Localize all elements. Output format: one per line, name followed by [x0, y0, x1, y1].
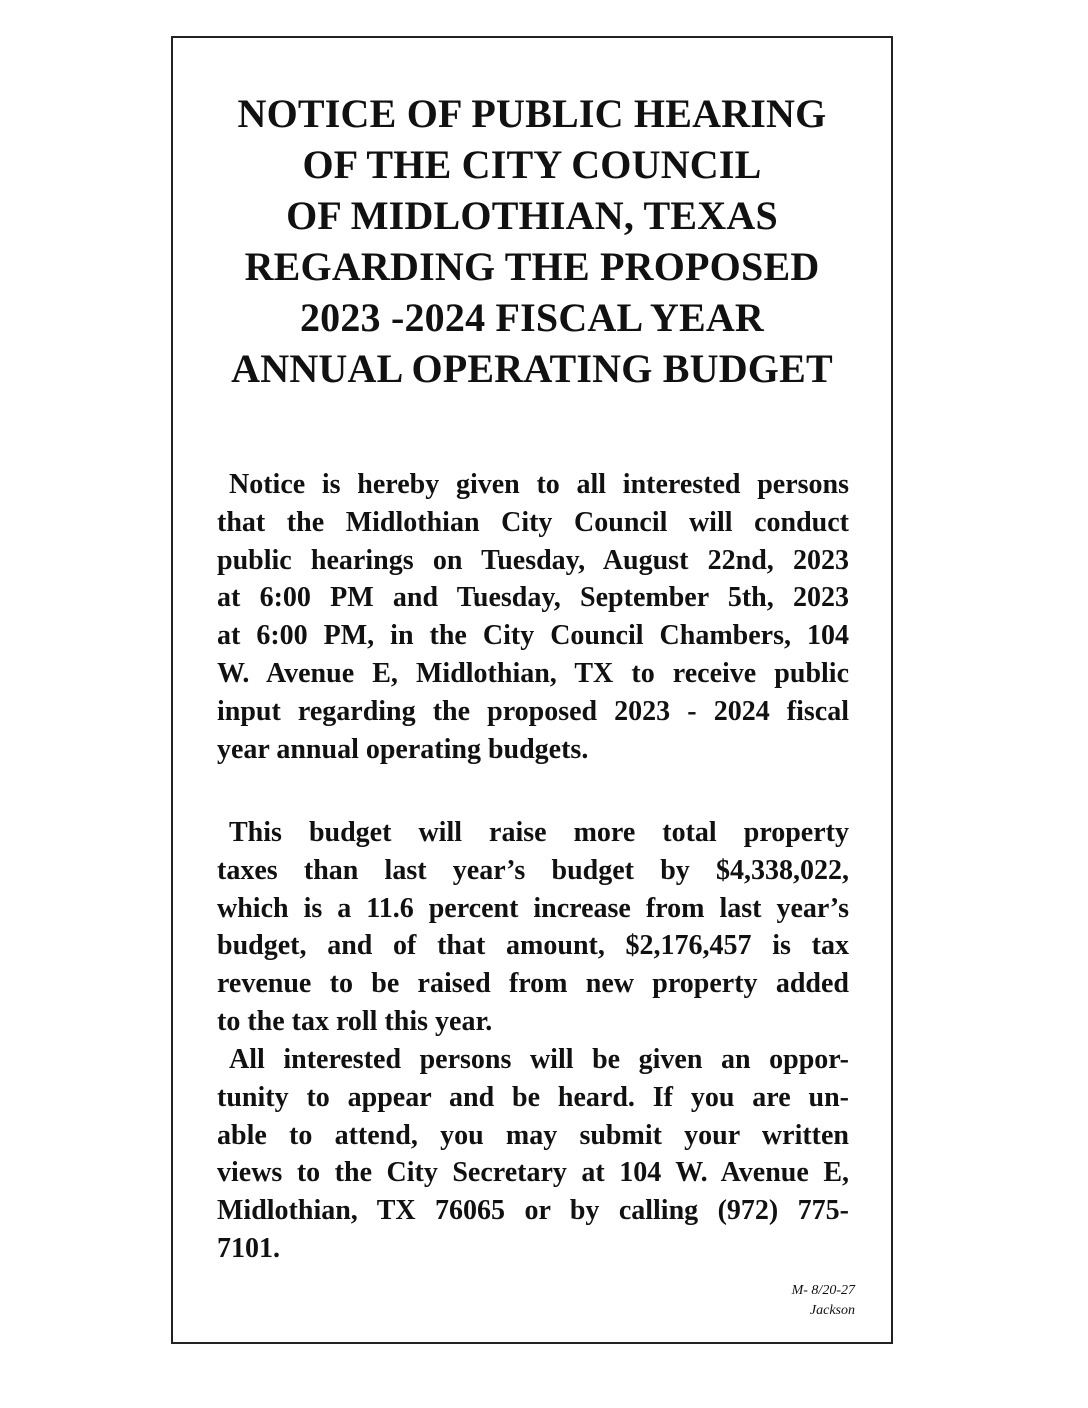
paragraph-line: that the Midlothian City Council will conduct	[217, 506, 849, 538]
paragraph-line: able to attend, you may submit your written	[217, 1119, 849, 1151]
paragraph-line: revenue to be raised from new property added	[217, 968, 849, 1000]
title-line: NOTICE OF PUBLIC HEARING	[237, 91, 827, 136]
paragraph-line: which is a 11.6 percent increase from last year’s	[217, 892, 849, 924]
paragraph-line: year annual operating budgets.	[217, 733, 589, 765]
paragraph-line: This budget will raise more total property	[229, 817, 849, 848]
paragraph-line: Notice is hereby given to all interested persons	[229, 469, 849, 500]
paragraph-line: tunity to appear and be heard. If you are un-	[217, 1081, 849, 1113]
paragraph-line: taxes than last year’s budget by $4,338,022,	[217, 854, 849, 886]
paragraph-line: Midlothian, TX 76065 or by calling (972) 775-	[217, 1195, 849, 1227]
title-line: OF MIDLOTHIAN, TEXAS	[286, 193, 778, 238]
title-line: ANNUAL OPERATING BUDGET	[231, 346, 833, 391]
paragraph-line: public hearings on Tuesday, August 22nd, 2023	[217, 544, 849, 576]
paragraph-line: 7101.	[217, 1232, 280, 1264]
publication-footer	[792, 1281, 855, 1321]
publication-code: M- 8/20-27	[791, 1283, 855, 1298]
publication-name: Jackson	[809, 1303, 855, 1318]
paragraph-line: budget, and of that amount, $2,176,457 is tax	[217, 930, 849, 962]
paragraph-line: input regarding the proposed 2023 - 2024 fiscal	[217, 695, 849, 727]
paragraph-line: at 6:00 PM and Tuesday, September 5th, 2023	[217, 582, 849, 614]
tax-paragraph	[217, 814, 849, 1041]
opportunity-paragraph	[217, 1041, 849, 1268]
notice-title	[173, 88, 891, 394]
hearing-paragraph	[217, 466, 849, 768]
public-notice	[171, 36, 893, 1344]
title-line: REGARDING THE PROPOSED	[244, 244, 820, 289]
paragraph-line: All interested persons will be given an oppor-	[229, 1044, 849, 1075]
paragraph-line: views to the City Secretary at 104 W. Avenue E,	[217, 1157, 849, 1189]
title-line: 2023 -2024 FISCAL YEAR	[299, 295, 765, 340]
paragraph-line: to the tax roll this year.	[217, 1005, 493, 1037]
title-line: OF THE CITY COUNCIL	[302, 142, 762, 187]
paragraph-line: W. Avenue E, Midlothian, TX to receive public	[217, 657, 849, 689]
paragraph-line: at 6:00 PM, in the City Council Chambers, 104	[217, 620, 849, 652]
